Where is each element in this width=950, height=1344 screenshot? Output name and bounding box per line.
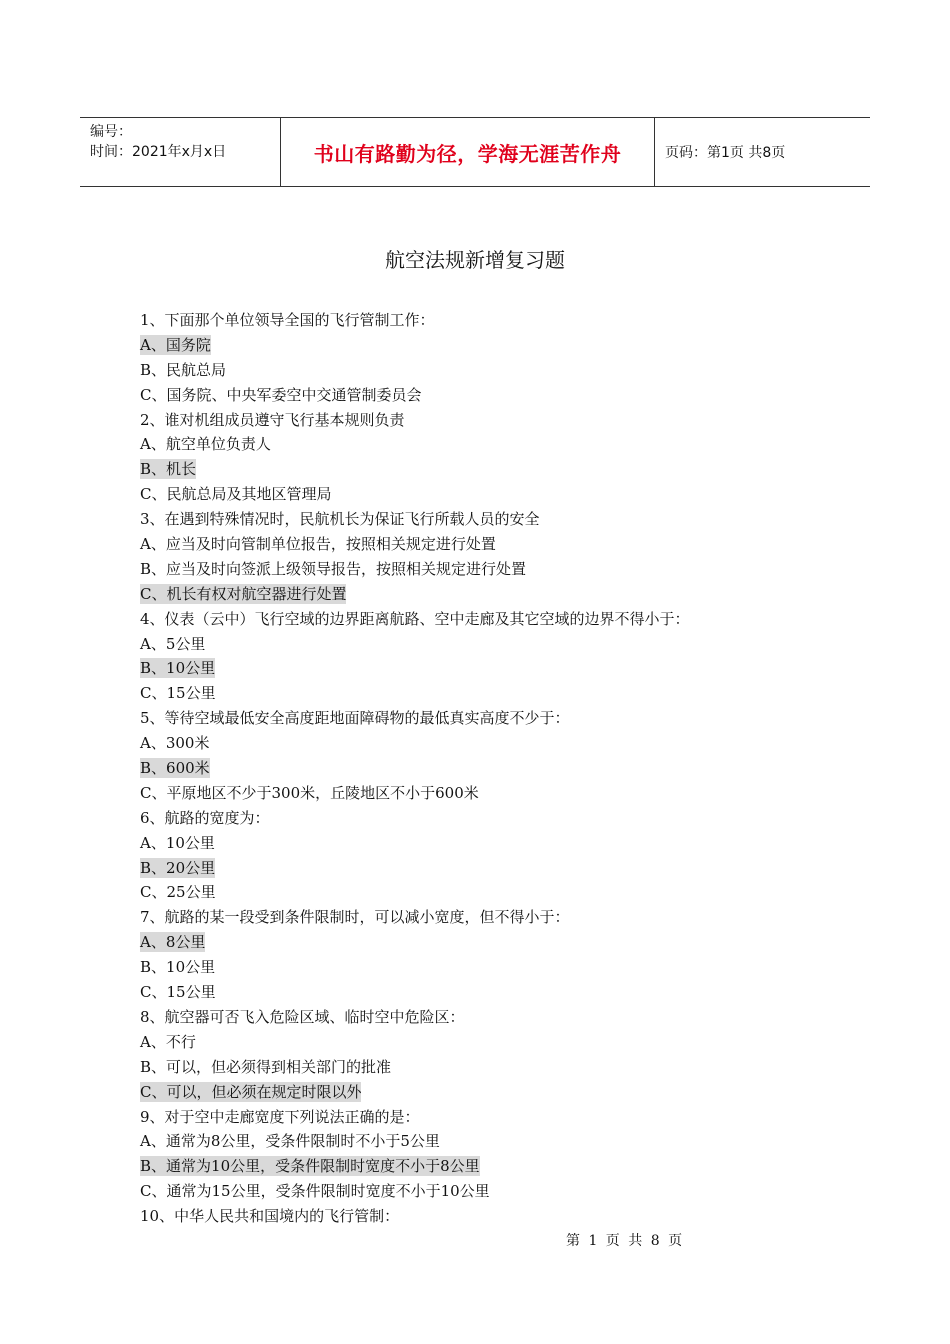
question-list bbox=[140, 308, 840, 1229]
line-text: A、10公里 bbox=[140, 833, 215, 852]
question-line bbox=[140, 955, 840, 980]
answer-line-highlighted bbox=[140, 930, 840, 955]
page-header bbox=[80, 117, 870, 187]
question-line bbox=[140, 532, 840, 557]
line-text: 5、等待空域最低安全高度距地面障碍物的最低真实高度不少于： bbox=[140, 709, 570, 728]
line-text: 9、对于空中走廊宽度下列说法正确的是： bbox=[140, 1107, 420, 1126]
question-line bbox=[140, 806, 840, 831]
question-line bbox=[140, 831, 840, 856]
line-text: C、15公里 bbox=[140, 684, 216, 703]
line-text: A、不行 bbox=[140, 1032, 196, 1051]
answer-line-highlighted bbox=[140, 656, 840, 681]
line-text: B、应当及时向签派上级领导报告，按照相关规定进行处置 bbox=[140, 559, 527, 578]
question-line bbox=[140, 1129, 840, 1154]
question-line bbox=[140, 681, 840, 706]
line-text: C、民航总局及其地区管理局 bbox=[140, 485, 332, 504]
question-line bbox=[140, 1005, 840, 1030]
header-slogan: 书山有路勤为径，学海无涯苦作舟 bbox=[281, 118, 655, 186]
question-line bbox=[140, 383, 840, 408]
answer-line-highlighted bbox=[140, 756, 840, 781]
line-text: A、应当及时向管制单位报告，按照相关规定进行处置 bbox=[140, 535, 496, 554]
answer-line-highlighted bbox=[140, 333, 840, 358]
question-line bbox=[140, 1204, 840, 1229]
line-text: 2、谁对机组成员遵守飞行基本规则负责 bbox=[140, 410, 405, 429]
line-text: 10、中华人民共和国境内的飞行管制： bbox=[140, 1207, 400, 1226]
question-line bbox=[140, 358, 840, 383]
answer-line-highlighted bbox=[140, 856, 840, 881]
question-line bbox=[140, 731, 840, 756]
line-text: C、25公里 bbox=[140, 883, 216, 902]
answer-line-highlighted bbox=[140, 582, 840, 607]
question-line bbox=[140, 507, 840, 532]
question-line bbox=[140, 557, 840, 582]
line-text: C、平原地区不少于300米，丘陵地区不小于600米 bbox=[140, 783, 479, 802]
line-text: B、600米 bbox=[140, 759, 210, 778]
line-text: B、10公里 bbox=[140, 659, 216, 678]
line-text: C、可以，但必须在规定时限以外 bbox=[140, 1082, 362, 1101]
question-line bbox=[140, 781, 840, 806]
line-text: C、国务院、中央军委空中交通管制委员会 bbox=[140, 385, 422, 404]
answer-line-highlighted bbox=[140, 457, 840, 482]
question-line bbox=[140, 308, 840, 333]
line-text: A、通常为8公里，受条件限制时不小于5公里 bbox=[140, 1132, 440, 1151]
line-text: 4、仪表（云中）飞行空域的边界距离航路、空中走廊及其它空域的边界不得小于： bbox=[140, 609, 690, 628]
line-text: C、通常为15公里，受条件限制时宽度不小于10公里 bbox=[140, 1182, 490, 1201]
question-line bbox=[140, 1179, 840, 1204]
question-line bbox=[140, 1105, 840, 1130]
answer-line-highlighted bbox=[140, 1154, 840, 1179]
line-text: A、国务院 bbox=[140, 335, 211, 354]
answer-line-highlighted bbox=[140, 1080, 840, 1105]
question-line bbox=[140, 1030, 840, 1055]
line-text: 1、下面那个单位领导全国的飞行管制工作： bbox=[140, 311, 435, 329]
line-text: C、15公里 bbox=[140, 983, 216, 1002]
line-text: A、航空单位负责人 bbox=[140, 435, 271, 454]
question-line bbox=[140, 632, 840, 657]
line-text: B、民航总局 bbox=[140, 360, 227, 379]
question-line bbox=[140, 905, 840, 930]
line-text: A、300米 bbox=[140, 734, 210, 753]
line-text: B、可以，但必须得到相关部门的批准 bbox=[140, 1057, 392, 1076]
document-title: 航空法规新增复习题 bbox=[385, 248, 565, 272]
line-text: 7、航路的某一段受到条件限制时，可以减小宽度，但不得小于： bbox=[140, 908, 570, 927]
line-text: C、机长有权对航空器进行处置 bbox=[140, 584, 347, 603]
question-line bbox=[140, 980, 840, 1005]
question-line bbox=[140, 1055, 840, 1080]
line-text: 3、在遇到特殊情况时，民航机长为保证飞行所载人员的安全 bbox=[140, 510, 540, 529]
header-page-label: 页码：第1页 共8页 bbox=[665, 145, 786, 161]
question-line bbox=[140, 607, 840, 632]
question-line bbox=[140, 880, 840, 905]
question-line bbox=[140, 432, 840, 457]
line-text: B、通常为10公里，受条件限制时宽度不小于8公里 bbox=[140, 1157, 480, 1176]
line-text: 6、航路的宽度为： bbox=[140, 808, 270, 827]
page-footer: 第 1 页 共 8 页 bbox=[566, 1233, 685, 1249]
line-text: A、8公里 bbox=[140, 933, 206, 952]
line-text: 8、航空器可否飞入危险区域、临时空中危险区： bbox=[140, 1007, 465, 1026]
question-line bbox=[140, 408, 840, 433]
line-text: B、10公里 bbox=[140, 958, 216, 977]
header-info-cell bbox=[80, 118, 281, 186]
line-text: A、5公里 bbox=[140, 634, 206, 653]
question-line bbox=[140, 706, 840, 731]
number-label: 编号： bbox=[90, 124, 132, 140]
question-line bbox=[140, 482, 840, 507]
line-text: B、机长 bbox=[140, 460, 197, 479]
time-label: 时间：2021年x月x日 bbox=[90, 144, 227, 160]
line-text: B、20公里 bbox=[140, 858, 216, 877]
